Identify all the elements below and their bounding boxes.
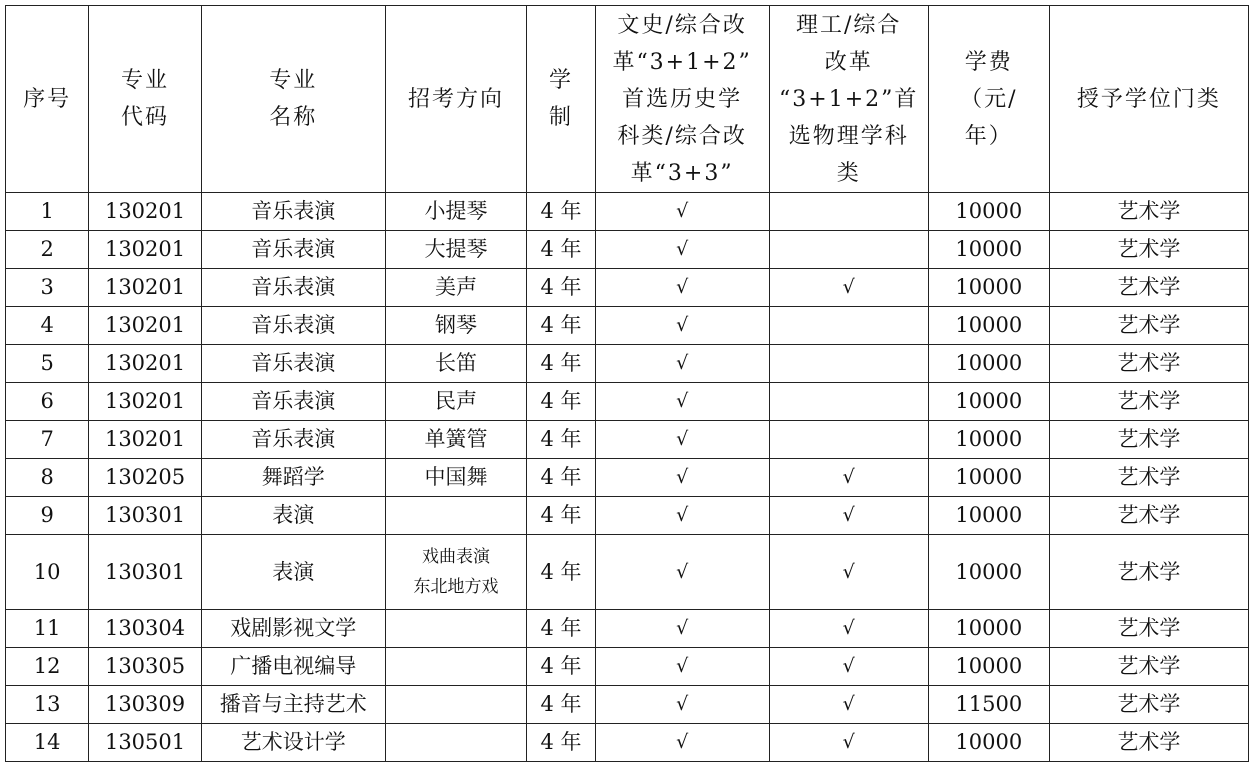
cell-history-check: √ [595, 535, 769, 610]
header-major-code [89, 6, 202, 193]
cell-duration: 4 年 [527, 686, 595, 724]
header-major-name [201, 6, 385, 193]
cell-major-name: 表演 [201, 497, 385, 535]
cell-major-name: 戏剧影视文学 [201, 610, 385, 648]
cell-major-name: 音乐表演 [201, 231, 385, 269]
cell-duration: 4 年 [527, 383, 595, 421]
cell-direction: 小提琴 [385, 193, 527, 231]
cell-degree: 艺术学 [1049, 421, 1248, 459]
header-line: 专业 [269, 68, 318, 93]
cell-major-code: 130201 [89, 421, 202, 459]
cell-tuition: 10000 [928, 610, 1049, 648]
header-line: 招考方向 [408, 86, 505, 112]
cell-degree: 艺术学 [1049, 535, 1248, 610]
cell-history-check: √ [595, 497, 769, 535]
cell-major-name: 音乐表演 [201, 307, 385, 345]
table-row [6, 535, 1249, 610]
cell-seq: 1 [6, 193, 89, 231]
cell-history-check: √ [595, 648, 769, 686]
cell-tuition: 10000 [928, 307, 1049, 345]
direction-line: 戏曲表演 [422, 547, 491, 567]
header-line: 科类/综合改 [617, 123, 747, 149]
cell-history-check: √ [595, 610, 769, 648]
cell-direction [385, 497, 527, 535]
cell-duration: 4 年 [527, 269, 595, 307]
header-row [6, 6, 1249, 193]
cell-degree: 艺术学 [1049, 648, 1248, 686]
cell-direction [385, 686, 527, 724]
header-line: 制 [548, 105, 573, 130]
cell-major-code: 130501 [89, 724, 202, 762]
header-seq [6, 6, 89, 193]
cell-direction: 民声 [385, 383, 527, 421]
cell-history-check: √ [595, 345, 769, 383]
cell-major-name: 音乐表演 [201, 193, 385, 231]
cell-major-name: 广播电视编导 [201, 648, 385, 686]
cell-tuition: 10000 [928, 497, 1049, 535]
cell-direction: 单簧管 [385, 421, 527, 459]
cell-degree: 艺术学 [1049, 307, 1248, 345]
cell-duration: 4 年 [527, 535, 595, 610]
cell-physics-check: √ [769, 497, 928, 535]
table-row [6, 497, 1249, 535]
cell-seq: 11 [6, 610, 89, 648]
table-body [6, 193, 1249, 762]
cell-tuition: 10000 [928, 383, 1049, 421]
cell-major-code: 130205 [89, 459, 202, 497]
cell-seq: 5 [6, 345, 89, 383]
cell-duration: 4 年 [527, 307, 595, 345]
cell-tuition: 10000 [928, 648, 1049, 686]
cell-major-code: 130201 [89, 193, 202, 231]
cell-direction: 大提琴 [385, 231, 527, 269]
cell-seq: 12 [6, 648, 89, 686]
header-line: 首选历史学 [622, 86, 743, 112]
header-line: 革“3+1+2” [612, 49, 752, 75]
header-line: 类 [836, 160, 861, 186]
cell-major-code: 130201 [89, 269, 202, 307]
cell-direction [385, 535, 527, 610]
header-line: 理工/综合 [796, 12, 902, 38]
cell-degree: 艺术学 [1049, 686, 1248, 724]
cell-history-check: √ [595, 231, 769, 269]
cell-degree: 艺术学 [1049, 193, 1248, 231]
cell-physics-check [769, 421, 928, 459]
cell-duration: 4 年 [527, 610, 595, 648]
table-row [6, 193, 1249, 231]
cell-seq: 6 [6, 383, 89, 421]
cell-degree: 艺术学 [1049, 497, 1248, 535]
cell-tuition: 10000 [928, 421, 1049, 459]
cell-duration: 4 年 [527, 193, 595, 231]
cell-tuition: 10000 [928, 459, 1049, 497]
admissions-table-wrapper [5, 5, 1249, 762]
cell-major-name: 表演 [201, 535, 385, 610]
cell-major-code: 130301 [89, 497, 202, 535]
cell-major-name: 音乐表演 [201, 269, 385, 307]
cell-degree: 艺术学 [1049, 383, 1248, 421]
cell-history-check: √ [595, 724, 769, 762]
cell-major-name: 播音与主持艺术 [201, 686, 385, 724]
direction-line: 东北地方戏 [413, 577, 499, 597]
cell-physics-check: √ [769, 459, 928, 497]
cell-degree: 艺术学 [1049, 459, 1248, 497]
cell-major-code: 130309 [89, 686, 202, 724]
cell-direction [385, 648, 527, 686]
cell-major-code: 130201 [89, 231, 202, 269]
cell-degree: 艺术学 [1049, 269, 1248, 307]
cell-physics-check: √ [769, 610, 928, 648]
table-row [6, 648, 1249, 686]
cell-major-code: 130304 [89, 610, 202, 648]
cell-major-name: 音乐表演 [201, 383, 385, 421]
cell-major-code: 130201 [89, 345, 202, 383]
cell-degree: 艺术学 [1049, 345, 1248, 383]
cell-duration: 4 年 [527, 231, 595, 269]
cell-seq: 7 [6, 421, 89, 459]
header-line: 改革 [824, 49, 873, 75]
header-physics-track [769, 6, 928, 193]
cell-tuition: 10000 [928, 535, 1049, 610]
cell-tuition: 10000 [928, 345, 1049, 383]
table-row [6, 686, 1249, 724]
cell-physics-check: √ [769, 269, 928, 307]
cell-duration: 4 年 [527, 459, 595, 497]
header-line: 学费 [964, 49, 1013, 75]
header-degree [1049, 6, 1248, 193]
header-duration [527, 6, 595, 193]
cell-tuition: 10000 [928, 231, 1049, 269]
cell-physics-check [769, 345, 928, 383]
header-line: “3+1+2”首 [779, 86, 919, 112]
cell-physics-check: √ [769, 724, 928, 762]
major-admissions-table [5, 5, 1249, 762]
table-row [6, 345, 1249, 383]
cell-seq: 3 [6, 269, 89, 307]
cell-tuition: 10000 [928, 724, 1049, 762]
cell-history-check: √ [595, 269, 769, 307]
cell-direction: 长笛 [385, 345, 527, 383]
header-line: 文史/综合改 [617, 12, 747, 38]
cell-physics-check: √ [769, 648, 928, 686]
header-line: 革“3+3” [630, 160, 734, 186]
header-line: 学 [548, 68, 573, 93]
cell-tuition: 11500 [928, 686, 1049, 724]
cell-degree: 艺术学 [1049, 610, 1248, 648]
cell-seq: 4 [6, 307, 89, 345]
cell-duration: 4 年 [527, 497, 595, 535]
header-line: 专业 [121, 68, 170, 93]
cell-history-check: √ [595, 686, 769, 724]
cell-major-name: 舞蹈学 [201, 459, 385, 497]
header-line: （元/ [960, 86, 1018, 112]
cell-direction: 钢琴 [385, 307, 527, 345]
cell-physics-check [769, 193, 928, 231]
cell-history-check: √ [595, 421, 769, 459]
cell-direction: 中国舞 [385, 459, 527, 497]
header-line: 序号 [23, 86, 72, 112]
header-tuition [928, 6, 1049, 193]
cell-seq: 10 [6, 535, 89, 610]
cell-seq: 2 [6, 231, 89, 269]
cell-physics-check [769, 307, 928, 345]
cell-major-code: 130201 [89, 307, 202, 345]
header-line: 代码 [121, 105, 170, 130]
cell-seq: 9 [6, 497, 89, 535]
cell-physics-check [769, 383, 928, 421]
table-row [6, 231, 1249, 269]
table-row [6, 307, 1249, 345]
cell-history-check: √ [595, 459, 769, 497]
cell-physics-check: √ [769, 686, 928, 724]
cell-seq: 13 [6, 686, 89, 724]
cell-major-code: 130305 [89, 648, 202, 686]
table-row [6, 459, 1249, 497]
cell-duration: 4 年 [527, 648, 595, 686]
header-line: 名称 [269, 105, 318, 130]
table-row [6, 421, 1249, 459]
cell-history-check: √ [595, 193, 769, 231]
cell-major-name: 艺术设计学 [201, 724, 385, 762]
cell-tuition: 10000 [928, 193, 1049, 231]
header-line: 选物理学科 [788, 123, 909, 149]
header-history-track [595, 6, 769, 193]
cell-degree: 艺术学 [1049, 724, 1248, 762]
cell-physics-check [769, 231, 928, 269]
table-row [6, 610, 1249, 648]
cell-duration: 4 年 [527, 421, 595, 459]
cell-seq: 8 [6, 459, 89, 497]
cell-degree: 艺术学 [1049, 231, 1248, 269]
cell-major-code: 130301 [89, 535, 202, 610]
cell-history-check: √ [595, 383, 769, 421]
cell-duration: 4 年 [527, 345, 595, 383]
cell-seq: 14 [6, 724, 89, 762]
table-row [6, 383, 1249, 421]
header-direction [385, 6, 527, 193]
cell-direction [385, 610, 527, 648]
cell-major-code: 130201 [89, 383, 202, 421]
header-line: 授予学位门类 [1076, 86, 1221, 112]
cell-major-name: 音乐表演 [201, 421, 385, 459]
cell-tuition: 10000 [928, 269, 1049, 307]
cell-direction [385, 724, 527, 762]
cell-history-check: √ [595, 307, 769, 345]
cell-duration: 4 年 [527, 724, 595, 762]
cell-major-name: 音乐表演 [201, 345, 385, 383]
table-row [6, 724, 1249, 762]
cell-physics-check: √ [769, 535, 928, 610]
table-row [6, 269, 1249, 307]
cell-direction: 美声 [385, 269, 527, 307]
header-line: 年） [964, 123, 1013, 149]
